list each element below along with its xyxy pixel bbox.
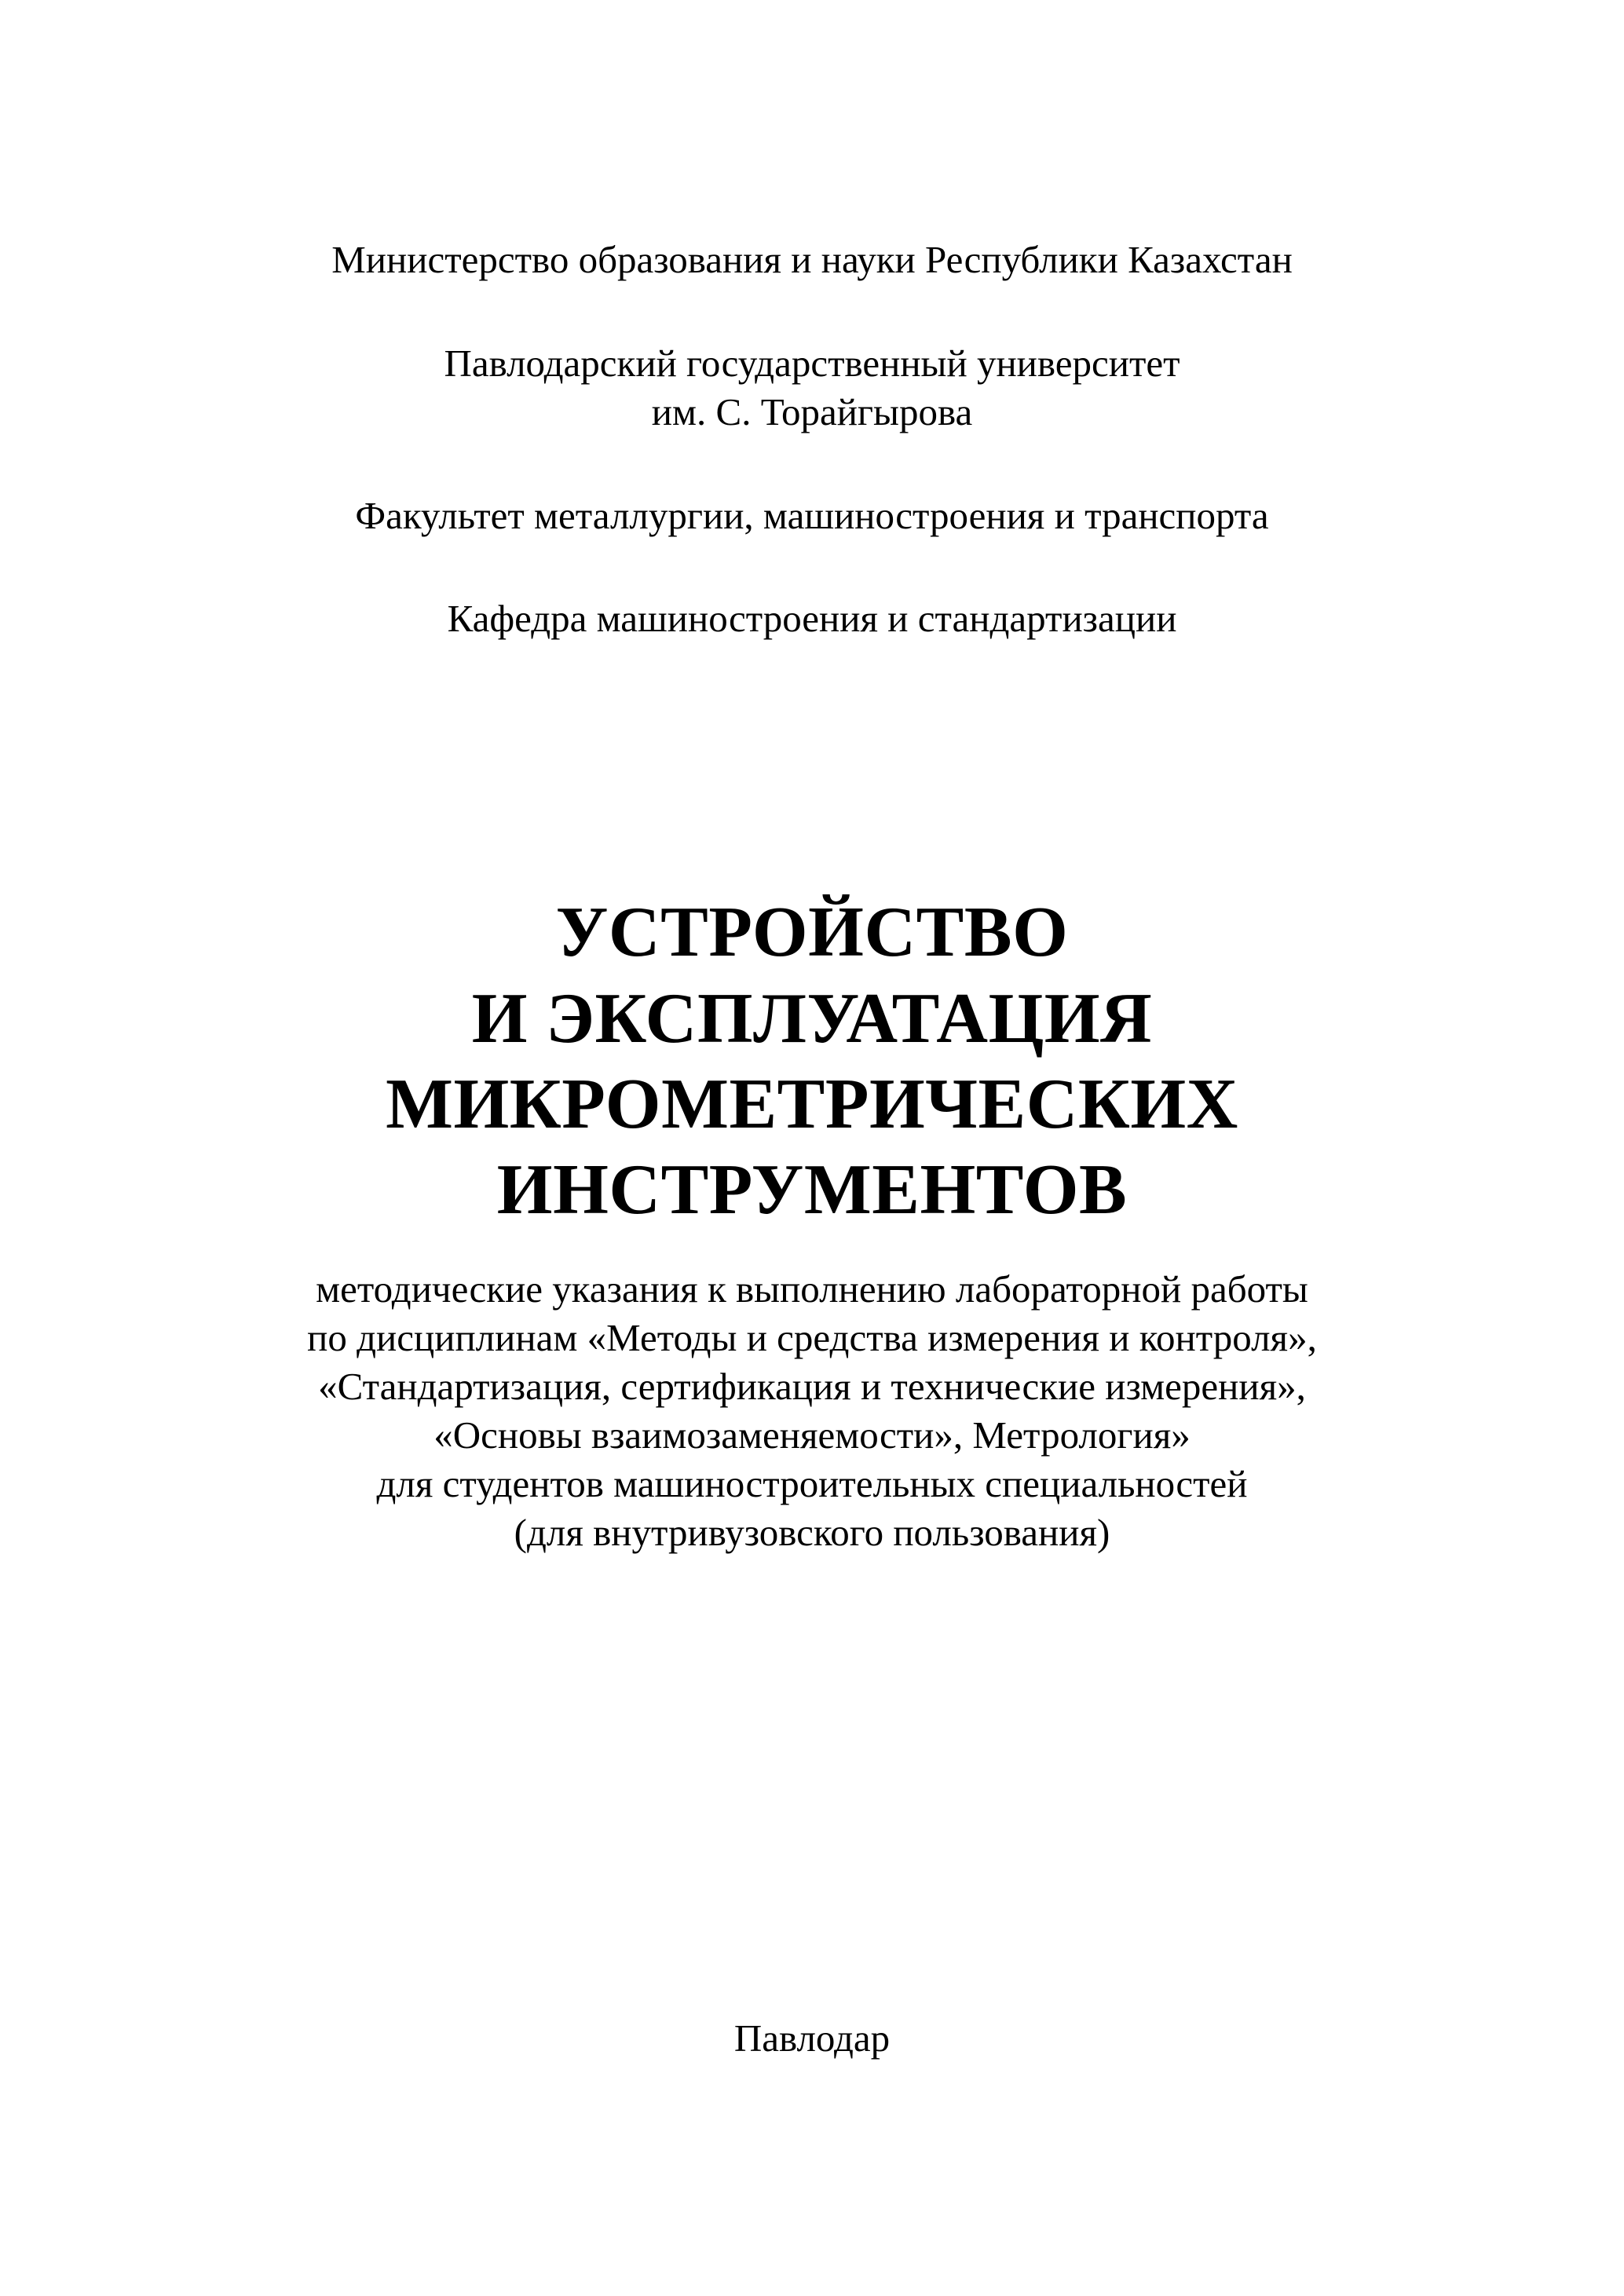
document-title-line-3: МИКРОМЕТРИЧЕСКИХ bbox=[386, 1064, 1238, 1143]
university-name-line-1: Павлодарский государственный университет bbox=[444, 342, 1180, 385]
faculty-name: Факультет металлургии, машиностроения и транспорта bbox=[355, 494, 1269, 537]
description-line-6: (для внутривузовского пользования) bbox=[514, 1511, 1110, 1554]
document-title-line-1: УСТРОЙСТВО bbox=[555, 892, 1069, 971]
document-title-line-2: И ЭКСПЛУАТАЦИЯ bbox=[471, 978, 1153, 1058]
publication-city: Павлодар bbox=[733, 2016, 891, 2060]
document-title-line-4: ИНСТРУМЕНТОВ bbox=[496, 1150, 1128, 1229]
description-line-3: «Стандартизация, сертификация и технические измерения», bbox=[318, 1365, 1306, 1408]
department-name: Кафедра машиностроения и стандартизации bbox=[447, 597, 1177, 640]
description-line-2: по дисциплинам «Методы и средства измерения и контроля», bbox=[307, 1316, 1317, 1359]
university-name-line-2: им. С. Торайгырова bbox=[651, 390, 973, 433]
description-line-1: методические указания к выполнению лабораторной работы bbox=[316, 1267, 1308, 1311]
description-line-4: «Основы взаимозаменяемости», Метрология» bbox=[433, 1413, 1191, 1457]
ministry-name: Министерство образования и науки Республики Казахстан bbox=[331, 238, 1293, 281]
description-line-5: для студентов машиностроительных специальностей bbox=[376, 1462, 1248, 1505]
